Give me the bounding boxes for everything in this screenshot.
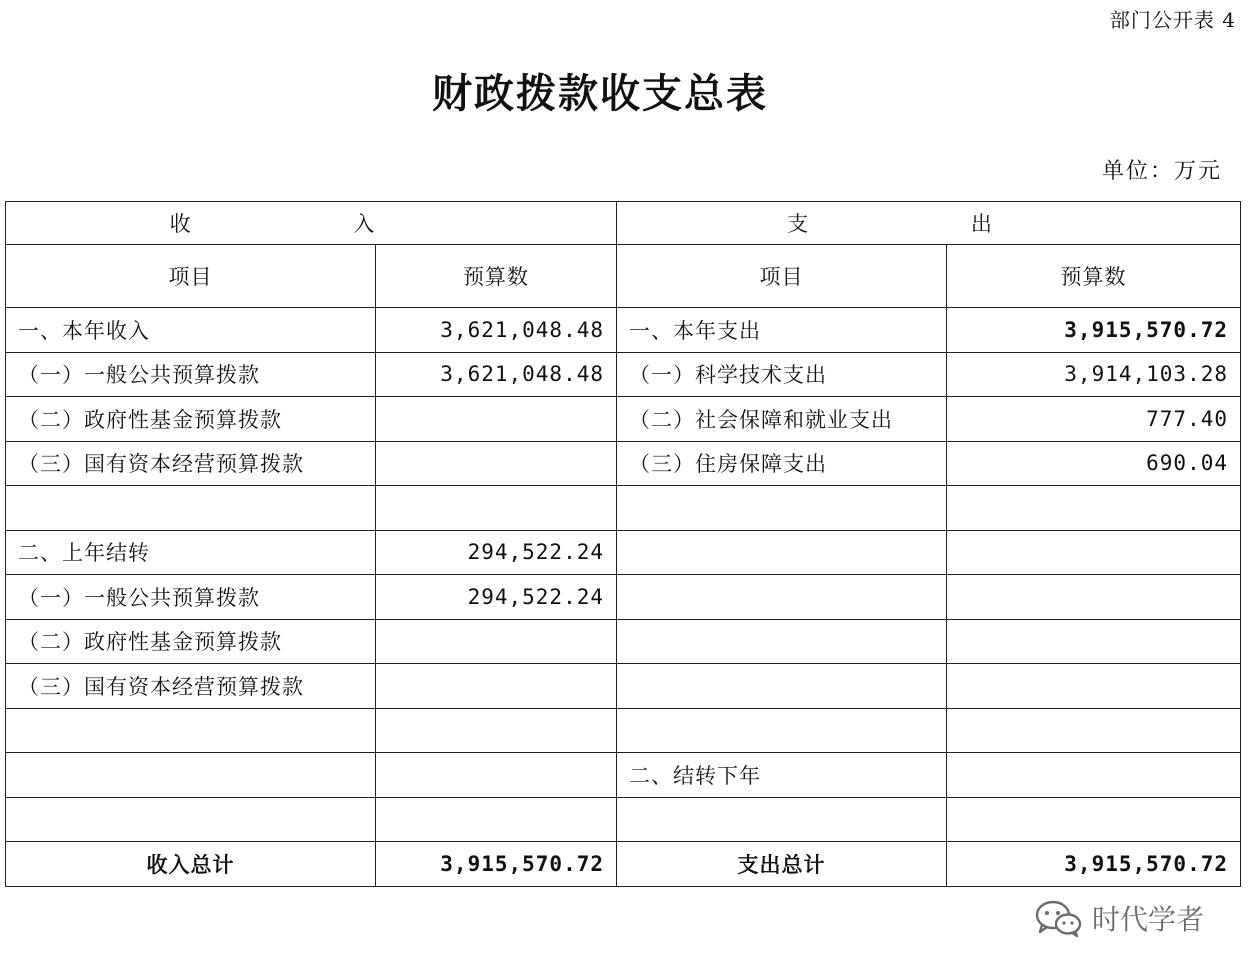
- expense-amount-cell: 3,915,570.72: [947, 308, 1241, 353]
- income-item-cell: （二）政府性基金预算拨款: [6, 397, 376, 442]
- expense-amount-cell: [947, 486, 1241, 531]
- expense-amount-cell: [947, 530, 1241, 575]
- expense-amount-cell: [947, 664, 1241, 709]
- expense-budget-header: 预算数: [947, 245, 1241, 308]
- table-row: [6, 708, 1241, 753]
- table-row: [6, 575, 1241, 620]
- expense-item-cell: 二、结转下年: [617, 753, 947, 798]
- expense-item-cell: [617, 708, 947, 753]
- expense-amount-cell: [947, 575, 1241, 620]
- income-amount-cell: [376, 619, 617, 664]
- table-row: [6, 664, 1241, 709]
- expense-item-header: 项目: [617, 245, 947, 308]
- income-section-label: 收 入: [169, 212, 453, 236]
- expense-item-cell: （一）科学技术支出: [617, 352, 947, 397]
- income-item-cell: （二）政府性基金预算拨款: [6, 619, 376, 664]
- totals-row: [6, 842, 1241, 887]
- table-row: [6, 486, 1241, 531]
- table-row: [6, 397, 1241, 442]
- expense-amount-cell: [947, 753, 1241, 798]
- income-section-header: [6, 202, 617, 245]
- income-item-cell: [6, 708, 376, 753]
- income-item-cell: （三）国有资本经营预算拨款: [6, 441, 376, 486]
- budget-summary-table: [5, 201, 1241, 887]
- income-amount-cell: [376, 397, 617, 442]
- expense-item-cell: （三）住房保障支出: [617, 441, 947, 486]
- income-amount-cell: [376, 486, 617, 531]
- expense-item-cell: 一、本年支出: [617, 308, 947, 353]
- expense-item-cell: [617, 664, 947, 709]
- income-item-cell: 一、本年收入: [6, 308, 376, 353]
- income-amount-cell: 3,621,048.48: [376, 308, 617, 353]
- page-title: 财政拨款收支总表: [432, 71, 768, 117]
- expense-item-cell: [617, 797, 947, 842]
- table-row: [6, 753, 1241, 798]
- expense-amount-cell: [947, 708, 1241, 753]
- form-number: 部门公开表 4: [1109, 8, 1236, 32]
- watermark: [1034, 898, 1204, 938]
- expense-total-amount: 3,915,570.72: [947, 842, 1241, 887]
- expense-amount-cell: 777.40: [947, 397, 1241, 442]
- table-row: [6, 619, 1241, 664]
- expense-item-cell: [617, 486, 947, 531]
- income-amount-cell: 294,522.24: [376, 530, 617, 575]
- table-row: [6, 441, 1241, 486]
- expense-total-label: 支出总计: [617, 842, 947, 887]
- table-row: [6, 530, 1241, 575]
- expense-item-cell: [617, 530, 947, 575]
- table-row: [6, 352, 1241, 397]
- income-total-amount: 3,915,570.72: [376, 842, 617, 887]
- income-amount-cell: [376, 664, 617, 709]
- income-item-header: 项目: [6, 245, 376, 308]
- income-total-label: 收入总计: [6, 842, 376, 887]
- income-amount-cell: 294,522.24: [376, 575, 617, 620]
- income-item-cell: [6, 486, 376, 531]
- income-item-cell: （一）一般公共预算拨款: [6, 352, 376, 397]
- expense-amount-cell: [947, 619, 1241, 664]
- income-budget-header: 预算数: [376, 245, 617, 308]
- income-amount-cell: [376, 708, 617, 753]
- expense-item-cell: [617, 619, 947, 664]
- income-amount-cell: [376, 441, 617, 486]
- income-item-cell: （一）一般公共预算拨款: [6, 575, 376, 620]
- table-row: [6, 797, 1241, 842]
- expense-item-cell: （二）社会保障和就业支出: [617, 397, 947, 442]
- expense-amount-cell: 690.04: [947, 441, 1241, 486]
- column-header-row: [6, 245, 1241, 308]
- income-item-cell: 二、上年结转: [6, 530, 376, 575]
- watermark-text: 时代学者: [1092, 903, 1205, 936]
- expense-section-header: [617, 202, 1241, 245]
- income-amount-cell: [376, 797, 617, 842]
- income-item-cell: （三）国有资本经营预算拨款: [6, 664, 376, 709]
- table-row: [6, 308, 1241, 353]
- expense-item-cell: [617, 575, 947, 620]
- income-amount-cell: 3,621,048.48: [376, 352, 617, 397]
- expense-amount-cell: [947, 797, 1241, 842]
- expense-amount-cell: 3,914,103.28: [947, 352, 1241, 397]
- wechat-icon: [1034, 898, 1084, 938]
- section-header-row: [6, 202, 1241, 245]
- unit-label: 单位：万元: [1101, 159, 1222, 184]
- expense-section-label: 支 出: [787, 212, 1070, 236]
- income-item-cell: [6, 753, 376, 798]
- income-item-cell: [6, 797, 376, 842]
- income-amount-cell: [376, 753, 617, 798]
